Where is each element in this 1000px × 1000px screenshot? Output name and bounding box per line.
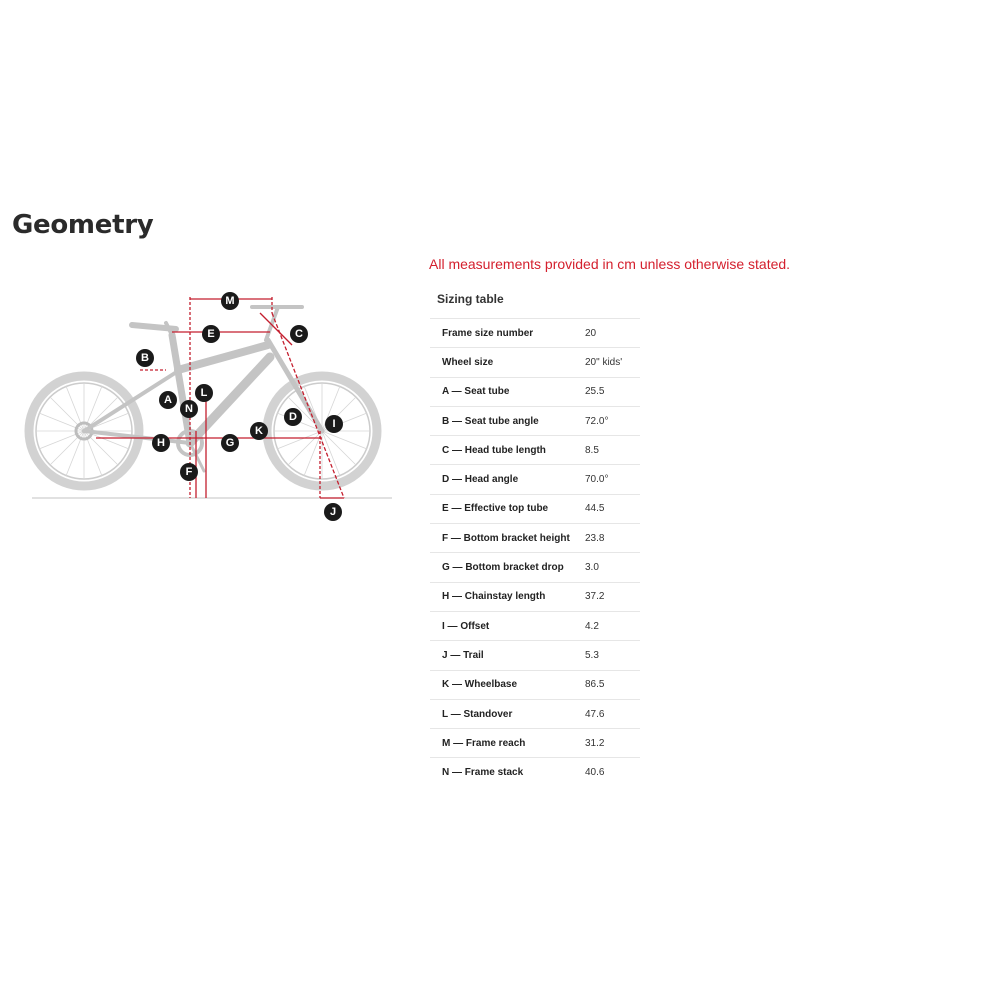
marker-d-letter: D [289,411,297,423]
table-row [430,406,640,435]
marker-g [221,434,239,452]
row-label: C — Head tube length [430,436,577,465]
row-label: N — Frame stack [430,758,577,787]
row-label: H — Chainstay length [430,582,577,611]
row-value: 72.0° [577,406,640,435]
row-label: J — Trail [430,641,577,670]
marker-l-letter: L [200,387,208,399]
row-label: K — Wheelbase [430,670,577,699]
marker-b [136,349,154,367]
row-label: Frame size number [430,319,577,348]
marker-j [324,503,342,521]
row-value: 31.2 [577,729,640,758]
row-label: A — Seat tube [430,377,577,406]
row-label: I — Offset [430,611,577,640]
table-row [430,758,640,787]
table-row [430,524,640,553]
marker-e [202,325,220,343]
row-label: L — Standover [430,699,577,728]
row-value: 25.5 [577,377,640,406]
measurement-note: All measurements provided in cm unless otherwise stated. [429,256,791,272]
row-value: 70.0° [577,465,640,494]
table-row [430,465,640,494]
row-value: 3.0 [577,553,640,582]
marker-n [180,400,198,418]
marker-i-letter: I [332,418,336,430]
row-value: 4.2 [577,611,640,640]
marker-j-letter: J [329,506,337,518]
table-row [430,377,640,406]
row-value: 5.3 [577,641,640,670]
marker-l [195,384,213,402]
row-value: 23.8 [577,524,640,553]
row-value: 8.5 [577,436,640,465]
marker-m [221,292,239,310]
row-label: M — Frame reach [430,729,577,758]
marker-m-letter: M [225,295,235,307]
table-row [430,494,640,523]
marker-b-letter: B [141,352,149,364]
sizing-table [430,318,640,787]
row-label: E — Effective top tube [430,494,577,523]
marker-i [325,415,343,433]
marker-n-letter: N [185,403,193,415]
marker-k-letter: K [255,425,263,437]
table-row [430,611,640,640]
marker-h [152,434,170,452]
row-label: D — Head angle [430,465,577,494]
table-row [430,348,640,377]
row-value: 37.2 [577,582,640,611]
row-value: 86.5 [577,670,640,699]
row-value: 47.6 [577,699,640,728]
table-row [430,582,640,611]
row-label: G — Bottom bracket drop [430,553,577,582]
bike-geometry-diagram [20,285,400,530]
marker-c [290,325,308,343]
table-row [430,436,640,465]
table-row [430,641,640,670]
table-row [430,319,640,348]
marker-e-letter: E [207,328,215,340]
row-value: 20" kids' [577,348,640,377]
row-label: B — Seat tube angle [430,406,577,435]
row-value: 20 [577,319,640,348]
row-label: Wheel size [430,348,577,377]
marker-f-letter: F [185,466,193,478]
marker-d [284,408,302,426]
marker-k [250,422,268,440]
row-value: 44.5 [577,494,640,523]
row-label: F — Bottom bracket height [430,524,577,553]
marker-c-letter: C [295,328,303,340]
marker-g-letter: G [225,437,235,449]
marker-a-letter: A [164,394,172,406]
table-row [430,670,640,699]
marker-f [180,463,198,481]
marker-a [159,391,177,409]
table-row [430,729,640,758]
sizing-table-title: Sizing table [437,292,504,306]
marker-h-letter: H [157,437,165,449]
table-row [430,553,640,582]
table-row [430,699,640,728]
row-value: 40.6 [577,758,640,787]
page-title: Geometry [12,210,154,240]
